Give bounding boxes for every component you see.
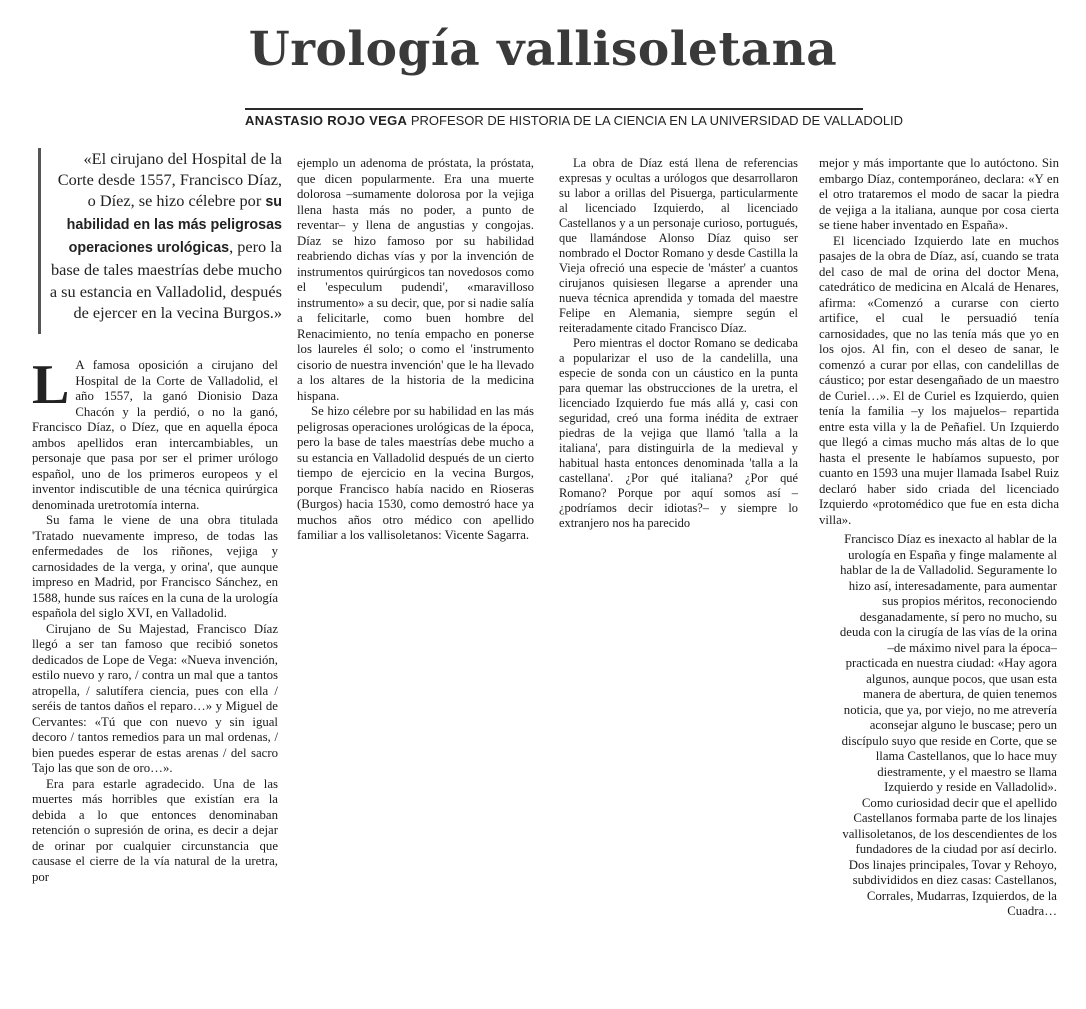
pull-quote-highlight: su habilidad en las más peligrosas operaciones urológicas (66, 194, 282, 257)
paragraph: Se hizo célebre por su habilidad en las más peligrosas operaciones urológicas de la época, pero la base de tales maestrías debe mucho a su estancia en Valladolid después de un cierto tiempo de ejercicio en la vecina Burgos, porque Francisco había nacido en Rioseras (Burgos) hacia 1530, como demostró hace ya muchos años otro médico con apellido familiar a los vallisoletanos: Vicente Sagarra. (297, 404, 534, 542)
paragraph: mejor y más importante que lo autóctono. Sin embargo Díaz, contemporáneo, declara: «Y en el otro trataremos el modo de sacar la piedra de vejiga a la italiana, aunque por cosa cierta se tiene haber inventado en España». (819, 156, 1059, 232)
paragraph: Pero mientras el doctor Romano se dedicaba a popularizar el uso de la candelilla, una especie de sonda con un cáustico en la punta para quemar las obstrucciones de la uretra, el licenciado Izquierdo fue más allá y, casi con seguridad, creó una forma inédita de extraer piedras de la vejiga que llamó 'talla a la italiana', para distinguirla de la medieval y habitual hasta entonces denominada 'talla a la castellana'. ¿Por qué italiana? ¿Por qué Romano? Porque por aquí somos así –¿podríamos decir idiotas?– y siempre lo extranjero nos ha parecido (559, 336, 798, 530)
paragraph: Su fama le viene de una obra titulada 'Tratado nuevamente impreso, de todas las enfermedades de los riñones, vejiga y carnosidades de la verga, y orina', que aunque impreso en Madrid, por Francisco Sánchez, en 1588, hunde sus raíces en la cuna de la urología española del siglo XVI, en Valladolid. (32, 513, 278, 620)
paragraph: Como curiosidad decir que el apellido Castellanos formaba parte de los linajes vallisoletanos, de los descendientes de los fundadores de la ciudad por así decirlo. Dos linajes principales, Tovar y Rehoyo, subdivididos en diez casas: Castellanos, Corrales, Mudarras, Izquierdos, de la Cuadra… (842, 795, 1057, 918)
author-name: ANASTASIO ROJO VEGA (245, 113, 408, 128)
column-2 (297, 156, 534, 546)
column-5 (833, 532, 1057, 992)
author-title: PROFESOR DE HISTORIA DE LA CIENCIA EN LA UNIVERSIDAD DE VALLADOLID (410, 113, 904, 128)
paragraph: Cirujano de Su Majestad, Francisco Díaz llegó a ser tan famoso que recibió sonetos dedicados de Lope de Vega: «Nueva invención, estilo nuevo y raro, / contra un mal que a tantos atropella, / salutífera ciencia, pues con ella / seréis de tantos daños el reparo…» y Miguel de Cervantes: «Tú que con nuevo y sin igual decoro / tantos remedios para un mal ordenas, / bien puedes esperar de estas arenas / del sacro Tajo las que son de oro…». (32, 621, 278, 775)
column-4 (819, 156, 1059, 536)
paragraph-text: A famosa oposición a cirujano del Hospital de la Corte de Valladolid, el año 1557, la ganó Dionisio Daza Chacón y la perdió, o no la ganó, Francisco Díaz, o Díez, que en aquella época ambos apellidos eran intercambiables, un personaje que pasa por ser el primer urólogo español, uno de los primeros europeos y el inventor indiscutible de una técnica quirúrgica denominada uretrotomía interna. (32, 358, 278, 512)
column-1 (32, 358, 278, 998)
pull-quote-text-start: «El cirujano del Hospital de la Corte desde 1557, Francisco Díaz, o Díez, se hizo célebre por (57, 149, 282, 211)
pull-quote-text-end: , pero la base de tales maestrías debe mucho a su estancia en Valladolid, después de ejercer en la vecina Burgos.» (49, 237, 282, 322)
article-title: Urología vallisoletana (248, 22, 838, 77)
drop-cap: L (32, 358, 70, 416)
paragraph: El licenciado Izquierdo late en muchos pasajes de la obra de Díaz, así, cuando se trata del caso de mal de orina del doctor Mena, catedrático de medicina en Alcalá de Henares, afirma: «Comenzó a curarse con cierto artifice, el cual le persuadió tenía carnosidades, que no las tenía más que yo en los ojos. Al fin, con el deseo de sanar, le comenzó a curar por ellas, con candelillas de cáustico; por estar desengañado de un maestro de Curiel…». El de Curiel es Izquierdo, quien tenía la familia –y los majuelos– repartida entre esta villa y la de Peñafiel. Un Izquierdo que llegó a cimas mucho más altas de lo que hasta el presente le habíamos supuesto, por cuanto en 1593 una mujer llamada Isabel Ruiz declaró haber sido criada del licenciado Izquierdo «protomédico que fue en esta dicha villa». (819, 233, 1059, 527)
paragraph: Era para estarle agradecido. Una de las muertes más horribles que existían era la debida a lo que entonces denominaban retención o supresión de orina, es decir a dejar de orinar por cualquier circunstancia que causase el cierre de la vía natural de la uretra, por (32, 776, 278, 884)
paragraph: La obra de Díaz está llena de referencias expresas y ocultas a urólogos que desarrollaron su labor a orillas del Pisuerga, particularmente al licenciado Izquierdo, al licenciado Castellanos y a un personaje curioso, portugués, que llamándose Alonso Díaz quiso ser nombrado el Doctor Romano y desde Castilla la Vieja ofreció una especie de 'máster' a cuantos cirujanos quisiesen llegarse a aprender una nueva técnica aprendida y tomada del maestre Felipe en Alemania, siempre según el reiteradamente citado Francisco Díaz. (559, 156, 798, 335)
paragraph: ejemplo un adenoma de próstata, la próstata, que dicen popularmente. Era una muerte dolorosa –sumamente dolorosa por la vejiga llena hasta más no poder, a punto de reventar– y llena de angustias y congojas. Díaz se hizo famoso por su habilidad reabriendo dichas vías y por la invención de instrumentos quirúrgicos tan novedosos como el 'especulum pudendi', «maravilloso instrumento» a su decir, que, por si nadie salía a felicitarle, como buen hombre del Renacimiento, no tenía empacho en ponerse los laureles él solo; o como el 'instrumento cisorio de nuestra invención' que le ha llevado a los altares de la historia de la medicina hispana. (297, 156, 534, 403)
paragraph: Francisco Díaz es inexacto al hablar de la urología en España y finge malamente al hablar de la de Valladolid. Seguramente lo hizo así, interesadamente, para aumentar sus propios méritos, reconociendo desganadamente, sí pero no mucho, su deuda con la cirugía de las vías de la orina –de máximo nivel para la época– practicada en nuestra ciudad: «Hay agora algunos, aunque pocos, que usan esta manera de abertura, de quien tenemos noticia, que ya, por viejo, no me atrevería aconsejar alguno le buscase; pero un discípulo suyo que reside en Corte, que se llama Castellanos, que lo hace muy diestramente, y el maestro se llama Izquierdo y reside en Valladolid». (839, 532, 1057, 794)
byline (245, 108, 904, 128)
column-3 (559, 156, 798, 546)
pull-quote (38, 148, 282, 334)
paragraph (32, 358, 278, 513)
